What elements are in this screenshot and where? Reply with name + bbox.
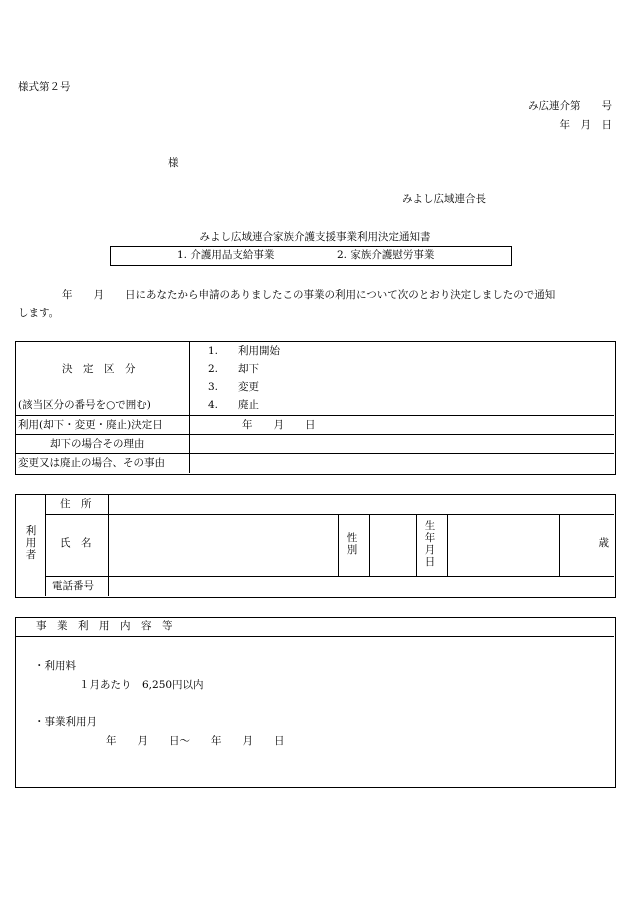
column-divider (416, 514, 417, 576)
addressee-suffix: 様 (168, 157, 179, 169)
page-title: みよし広域連合家族介護支援事業利用決定通知書 (199, 231, 431, 243)
user-side-label: 利用者 (25, 525, 37, 562)
column-divider (338, 514, 339, 576)
reject-reason-label: 却下の場合その理由 (50, 438, 145, 450)
details-box (15, 617, 616, 788)
birth-date-label: 生年月日 (424, 520, 436, 569)
option-3-number: 3. (208, 381, 219, 393)
user-table (15, 494, 616, 598)
decision-label: 決 定 区 分 (62, 363, 136, 375)
phone-label: 電話番号 (52, 580, 94, 592)
usage-month-value: 年 月 日～ 年 月 日 (106, 735, 285, 747)
column-divider (108, 495, 109, 596)
document-date: 年 月 日 (559, 119, 612, 131)
row-divider (16, 434, 614, 435)
fee-label: ・利用料 (34, 660, 76, 672)
column-divider (447, 514, 448, 576)
row-divider (45, 514, 614, 515)
row-divider (45, 576, 614, 577)
project-option-1: 1. 介護用品支給事業 (177, 249, 275, 261)
project-type-box (110, 246, 512, 266)
details-header-divider (16, 636, 614, 637)
usage-month-label: ・事業利用月 (34, 716, 97, 728)
option-3-label: 変更 (238, 381, 259, 393)
option-4-label: 廃止 (238, 399, 259, 411)
details-header: 事 業 利 用 内 容 等 (36, 620, 173, 632)
row-divider (16, 415, 614, 416)
sender-name: みよし広域連合長 (402, 193, 486, 205)
sex-label: 性別 (346, 532, 358, 557)
option-2-number: 2. (208, 363, 219, 375)
body-line-2: します。 (18, 307, 60, 319)
option-2-label: 却下 (238, 363, 259, 375)
name-label: 氏 名 (60, 537, 92, 549)
address-label: 住 所 (60, 498, 92, 510)
column-divider (369, 514, 370, 576)
form-number: 様式第２号 (18, 81, 71, 93)
document-number: み広連介第 号 (528, 100, 612, 112)
change-reason-label: 変更又は廃止の場合、その事由 (18, 457, 165, 469)
body-line-1: 年 月 日にあなたから申請のありましたこの事業の利用について次のとおり決定しましたので通知 (62, 289, 556, 301)
fee-value: １月あたり 6,250円以内 (79, 679, 204, 691)
decision-note: (該当区分の番号を○で囲む) (18, 399, 151, 411)
column-divider (559, 514, 560, 576)
age-suffix: 歳 (598, 537, 609, 549)
column-divider (45, 495, 46, 596)
option-1-number: 1. (208, 345, 219, 357)
decision-date-value: 年 月 日 (242, 419, 316, 431)
project-option-2: 2. 家族介護慰労事業 (337, 249, 435, 261)
row-divider (16, 453, 614, 454)
option-4-number: 4. (208, 399, 219, 411)
option-1-label: 利用開始 (238, 345, 280, 357)
decision-date-label: 利用(却下・変更・廃止)決定日 (18, 419, 163, 431)
decision-table (15, 341, 616, 475)
